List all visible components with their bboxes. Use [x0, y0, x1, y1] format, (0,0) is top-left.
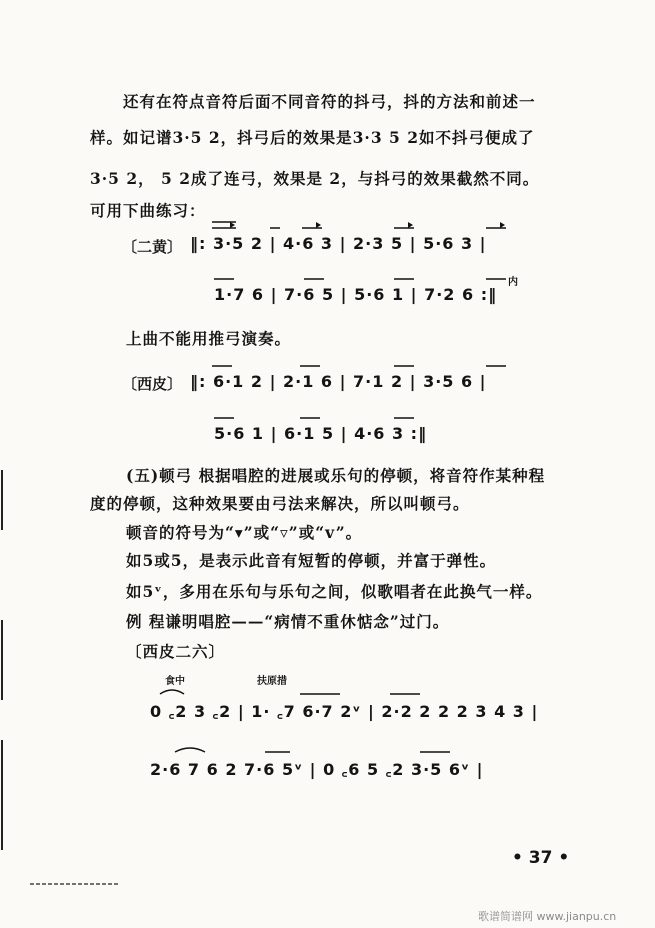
paragraph-line: 样。如记谱3·5 2，抖弓后的效果是3·3 5 2如不抖弓便成了 — [90, 128, 535, 147]
section-line: 〔西皮二六〕 — [126, 642, 226, 661]
paragraph-line: 还有在符点音符后面不同音符的抖弓，抖的方法和前述一 — [123, 92, 536, 111]
section-line: 如5ᵛ，多用在乐句与乐句之间，似歌唱者在此换气一样。 — [126, 582, 543, 601]
site-watermark: 歌谱简谱网 www.jianpu.cn — [478, 910, 617, 923]
paragraph-line: 3·5 2， 5 2成了连弓，效果是 2，与抖弓的效果截然不同。 — [90, 169, 540, 188]
notation-row: ‖: 3·5 2 | 4·6 3 | 2·3 5 | 5·6 3 | — [190, 234, 487, 253]
notation-row: 2·6 7 6 2 7·6 5ᵛ | 0 ꜀6 5 ꜀2 3·5 6ᵛ | — [150, 760, 484, 779]
exercise-label-erhuang: 〔二黄〕 — [122, 238, 183, 256]
note-no-push-bow: 上曲不能用推弓演奏。 — [126, 329, 292, 348]
paragraph-line: 可用下曲练习： — [90, 201, 206, 220]
fingering-annotation: 食中 — [165, 676, 185, 687]
fingering-annotation: 扶原措 — [257, 676, 287, 687]
section-line: 例 程谦明唱腔——“病情不重休惦念”过门。 — [126, 612, 450, 631]
section-heading: (五)顿弓 根据唱腔的进展或乐句的停顿，将音符作某种程 — [126, 466, 546, 485]
notation-row: 0 ꜀2 3 ꜀2 | 1· ꜀7 6·7 2ᵛ | 2·2 2 2 2 3 4 3 | — [150, 702, 539, 721]
section-line: 顿音的符号为“▾”或“▿”或“v”。 — [126, 523, 363, 542]
notation-row: 1·7 6 | 7·6 5 | 5·6 1 | 7·2 6 :‖ — [214, 285, 498, 304]
section-line: 度的停顿，这种效果要由弓法来解决，所以叫顿弓。 — [90, 494, 470, 513]
notation-row: 5·6 1 | 6·1 5 | 4·6 3 :‖ — [214, 424, 428, 443]
page-number: • 37 • — [512, 848, 570, 868]
inner-string-mark: 内 — [508, 277, 518, 288]
exercise-label-xipi: 〔西皮〕 — [122, 375, 183, 393]
notation-row: ‖: 6·1 2 | 2·1 6 | 7·1 2 | 3·5 6 | — [190, 372, 487, 391]
section-line: 如5或5，是表示此音有短暂的停顿，并富于弹性。 — [126, 551, 497, 570]
